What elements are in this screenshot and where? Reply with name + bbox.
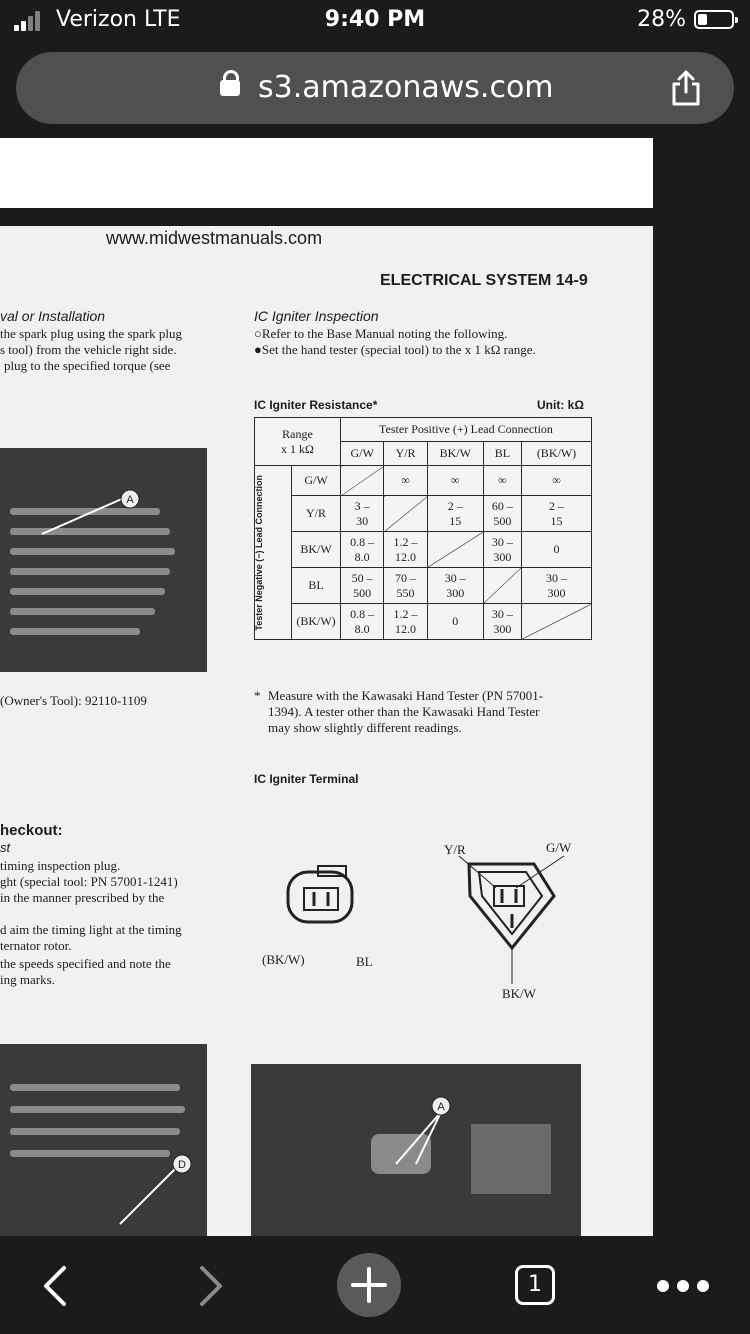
left-line-2: s tool) from the vehicle right side. (0, 342, 177, 357)
table-cell: 30 – 300 (483, 532, 521, 568)
table-cell: 3 – 30 (341, 496, 384, 532)
table-cell: 0 (521, 532, 591, 568)
resistance-table (254, 417, 592, 640)
checkout-heading: heckout: (0, 822, 63, 839)
lock-icon (220, 80, 240, 96)
inspection-heading: IC Igniter Inspection (254, 308, 379, 324)
row-header: BL (292, 568, 341, 604)
column-header: (BK/W) (521, 442, 591, 466)
table-cell: 1.2 – 12.0 (384, 532, 427, 568)
table-cell: 60 – 500 (483, 496, 521, 532)
previous-page-fragment (0, 138, 653, 208)
negative-lead-header: Tester Negative (−) Lead Connection (255, 466, 292, 640)
row-header: (BK/W) (292, 604, 341, 640)
table-cell: ∞ (427, 466, 483, 496)
positive-lead-header: Tester Positive (+) Lead Connection (341, 418, 592, 442)
table-cell: 1.2 – 12.0 (384, 604, 427, 640)
footnote-line-3: may show slightly different readings. (268, 720, 462, 735)
terminal-label-bl: BL (356, 954, 373, 969)
tab-switcher-button[interactable]: 1 (515, 1265, 555, 1305)
svg-text:A: A (437, 1101, 445, 1113)
footnote-line-2: 1394). A tester other than the Kawasaki Hand Tester (268, 704, 540, 719)
status-bar (0, 0, 750, 44)
table-title: IC Igniter Resistance* (254, 398, 378, 412)
table-cell (341, 466, 384, 496)
checkout-line-1: timing inspection plug. (0, 858, 121, 873)
column-header: Y/R (384, 442, 427, 466)
photo-callout-icon (0, 1044, 207, 1236)
table-cell: 2 – 15 (521, 496, 591, 532)
table-cell: ∞ (483, 466, 521, 496)
clock: 9:40 PM (324, 7, 426, 32)
carrier-label: Verizon LTE (56, 7, 181, 32)
left-line-3: plug to the specified torque (see (4, 358, 171, 373)
row-header: G/W (292, 466, 341, 496)
checkout-line-6: ternator rotor. (0, 938, 72, 953)
terminal-label-gw: G/W (546, 840, 572, 855)
table-cell (521, 604, 591, 640)
checkout-line-5: d aim the timing light at the timing (0, 922, 182, 937)
column-header: BK/W (427, 442, 483, 466)
photo-callout-icon (0, 448, 207, 672)
battery-icon (694, 10, 734, 29)
table-cell (483, 568, 521, 604)
table-cell: 30 – 300 (521, 568, 591, 604)
table-cell: 50 – 500 (341, 568, 384, 604)
terminal-title: IC Igniter Terminal (254, 772, 359, 786)
table-cell: 0 (427, 604, 483, 640)
address-bar[interactable] (16, 52, 734, 124)
table-unit: Unit: kΩ (537, 398, 584, 412)
table-cell: ∞ (384, 466, 427, 496)
checkout-line-7: the speeds specified and note the (0, 956, 171, 971)
manual-page (0, 226, 653, 1236)
row-header: Y/R (292, 496, 341, 532)
table-cell (427, 532, 483, 568)
table-cell: 0.8 – 8.0 (341, 532, 384, 568)
left-heading: val or Installation (0, 308, 106, 324)
terminal-label-bkw-2: BK/W (502, 986, 536, 1001)
connector-diagram (254, 836, 604, 1006)
section-header: ELECTRICAL SYSTEM 14-9 (380, 272, 588, 289)
igniter-photo (251, 1064, 581, 1236)
url-text: s3.amazonaws.com (258, 70, 554, 105)
footnote-line-1: Measure with the Kawasaki Hand Tester (PN 57001- (268, 688, 544, 703)
left-line-1: the spark plug using the spark plug (0, 326, 182, 341)
column-header: BL (483, 442, 521, 466)
column-header: G/W (341, 442, 384, 466)
svg-text:D: D (178, 1159, 186, 1171)
checkout-line-8: ing marks. (0, 972, 55, 987)
back-arrow-icon[interactable] (38, 1264, 72, 1308)
inspection-line-1: ○Refer to the Base Manual noting the following. (254, 326, 508, 341)
new-tab-plus-icon[interactable] (337, 1253, 401, 1317)
row-header: BK/W (292, 532, 341, 568)
table-cell: 70 – 550 (384, 568, 427, 604)
table-cell: ∞ (521, 466, 591, 496)
table-cell: 30 – 300 (483, 604, 521, 640)
table-cell (384, 496, 427, 532)
browser-toolbar (0, 1236, 750, 1334)
svg-text:A: A (126, 494, 134, 506)
terminal-label-yr: Y/R (444, 842, 466, 857)
inspection-line-2: ●Set the hand tester (special tool) to the x 1 kΩ range. (254, 342, 536, 357)
forward-arrow-icon[interactable] (194, 1264, 228, 1308)
checkout-line-3: in the manner prescribed by the (0, 890, 165, 905)
battery-percentage: 28% (637, 7, 686, 32)
photo-callout-icon (251, 1064, 581, 1236)
share-icon[interactable] (666, 68, 706, 108)
table-cell: 0.8 – 8.0 (341, 604, 384, 640)
engine-photo-2 (0, 1044, 207, 1236)
checkout-subheading: st (0, 840, 11, 855)
terminal-label-bkw: (BK/W) (262, 952, 305, 967)
owner-tool-text: (Owner's Tool): 92110-1109 (0, 693, 147, 708)
table-cell: 30 – 300 (427, 568, 483, 604)
engine-photo (0, 448, 207, 672)
table-cell: 2 – 15 (427, 496, 483, 532)
footnote-star: * (254, 688, 261, 703)
range-cell: Range x 1 kΩ (255, 418, 341, 466)
checkout-line-2: ght (special tool: PN 57001-1241) (0, 874, 178, 889)
website-header: www.midwestmanuals.com (106, 228, 323, 248)
